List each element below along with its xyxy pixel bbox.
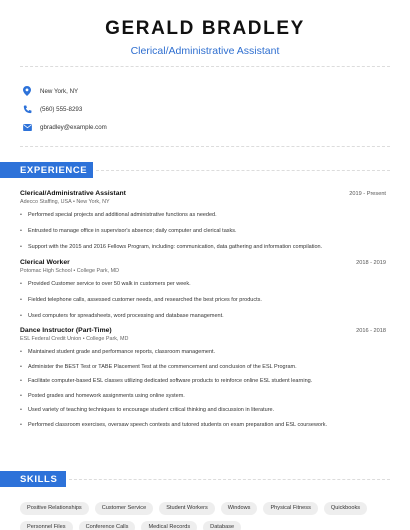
phone-icon [22, 104, 32, 114]
contact-divider [20, 146, 390, 147]
job-bullets [20, 212, 386, 251]
list-item: • Facilitate computer-based ESL classes utilizing dedicated software products to reinforce online ESL student learning. [20, 378, 386, 385]
header-divider [20, 66, 390, 67]
skill-tag: Database [203, 521, 241, 530]
skill-tag: Student Workers [159, 502, 215, 515]
list-item: • Support with the 2015 and 2016 Fellows Program, including: communication, data gathering and information compilation. [20, 244, 386, 251]
skill-tag: Medical Records [141, 521, 197, 530]
job-employer: ESL Federal Credit Union • College Park, MD [20, 336, 129, 342]
experience-heading: EXPERIENCE [0, 162, 93, 178]
contact-list [22, 82, 107, 136]
list-item: • Used computers for spreadsheets, word processing and database management. [20, 313, 386, 320]
contact-email [22, 118, 107, 136]
resume-header [0, 0, 410, 58]
list-item: • Posted grades and homework assignments using online system. [20, 393, 386, 400]
job-dates: 2016 - 2018 [356, 328, 386, 334]
list-item: • Performed special projects and additional administrative functions as needed. [20, 212, 386, 219]
skills-heading: SKILLS [0, 471, 66, 487]
skill-tag: Customer Service [95, 502, 153, 515]
skills-heading-rule [69, 479, 390, 480]
list-item: • Fielded telephone calls, assessed customer needs, and researched the best prices for products. [20, 297, 386, 304]
job-title: Clerical/Administrative Assistant [20, 190, 126, 197]
job-employer: Potomac High School • College Park, MD [20, 268, 119, 274]
phone-text: (560) 555-8293 [40, 105, 83, 113]
contact-phone [22, 100, 107, 118]
job-bullets [20, 349, 386, 429]
skill-tag: Personnel Files [20, 521, 73, 530]
job-title: Dance Instructor (Part-Time) [20, 327, 112, 334]
location-text: New York, NY [40, 87, 79, 95]
skill-tag: Positive Relationships [20, 502, 89, 515]
list-item: • Provided Customer service to over 50 walk in customers per week. [20, 281, 386, 288]
skill-tag: Conference Calls [79, 521, 136, 530]
job-dates: 2018 - 2019 [356, 260, 386, 266]
list-item: • Performed classroom exercises, oversaw speech contests and tutored students on exam preparation and ESL coursework. [20, 422, 386, 429]
skill-tag: Windows [221, 502, 258, 515]
email-icon [22, 122, 32, 132]
job-title: Clerical Worker [20, 259, 70, 266]
list-item: • Used variety of teaching techniques to encourage student critical thinking and discussion in literature. [20, 407, 386, 414]
job-dates: 2019 - Present [349, 191, 386, 197]
job-entry-1 [20, 190, 386, 251]
list-item: • Entrusted to manage office in supervisor's absence; daily computer and clerical tasks. [20, 228, 386, 235]
job-entry-2 [20, 259, 386, 320]
job-bullets [20, 281, 386, 320]
list-item: • Maintained student grade and performance reports, classroom management. [20, 349, 386, 356]
job-employer: Adecco Staffing, USA • New York, NY [20, 199, 110, 205]
list-item: • Administer the BEST Test or TABE Placement Test at the commencement and conclusion of the ESL Program. [20, 364, 386, 371]
job-entry-3 [20, 327, 386, 429]
location-pin-icon [22, 86, 32, 96]
contact-location [22, 82, 107, 100]
candidate-title: Clerical/Administrative Assistant [130, 45, 280, 57]
candidate-name: GERALD BRADLEY [105, 18, 305, 39]
skill-tag: Quickbooks [324, 502, 367, 515]
skills-list [20, 502, 396, 530]
experience-heading-rule [96, 170, 390, 171]
email-link[interactable]: gbradley@example.com [40, 123, 107, 131]
skill-tag: Physical Fitness [263, 502, 317, 515]
